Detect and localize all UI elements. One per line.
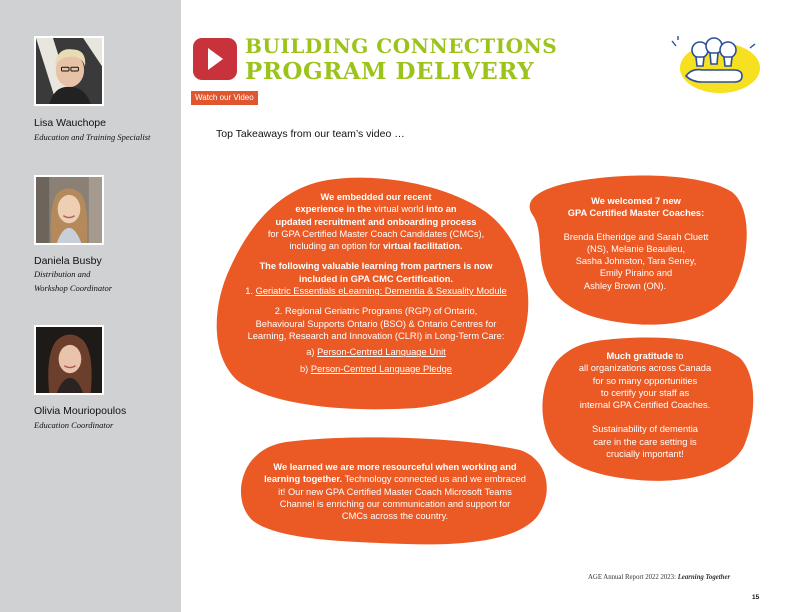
blob-main (216, 176, 536, 412)
text: care in the care setting is (593, 436, 697, 447)
text: AGE Annual Report 2022 2023: (588, 574, 678, 581)
blob-gratitude-text (542, 350, 748, 460)
staff-name: Olivia Mouriopoulos (34, 405, 127, 417)
text: Sustainability of dementia (592, 424, 698, 435)
text: for GPA Certified Master Coach Candidates (CMCs), (267, 228, 485, 239)
text: The following valuable learning from partners is now (259, 261, 493, 272)
text: Learning Together (677, 574, 731, 581)
text: included in GPA CMC Certification. (299, 273, 453, 284)
text: into an (423, 204, 457, 215)
coach-name: (NS), Melanie Beaulieu, (586, 243, 686, 254)
staff-card-olivia (34, 325, 127, 430)
page-number: 15 (752, 594, 760, 601)
text: internal GPA Certified Coaches. (579, 400, 711, 411)
text: virtual world (373, 204, 424, 215)
play-video-button[interactable] (193, 38, 237, 80)
staff-role: Distribution and (34, 269, 91, 279)
text: learning together. (264, 474, 343, 485)
text: to (673, 351, 684, 361)
text: crucially important! (606, 449, 684, 460)
coach-name: Sasha Johnston, Tara Seney, (575, 256, 697, 267)
lightbulbs-hand-icon (668, 36, 760, 94)
staff-role: Education Coordinator (34, 420, 114, 430)
staff-role: Workshop Coordinator (34, 283, 113, 293)
text: Technology connected us and we embraced (342, 474, 526, 485)
text: for so many opportunities (592, 375, 698, 386)
blob-coaches-text (538, 195, 734, 292)
text: We learned we are more resourceful when working and (273, 462, 517, 472)
text: including an option for (289, 241, 383, 252)
text: 2. Regional Geriatric Programs (RGP) of Ontario, (274, 306, 478, 317)
watch-video-link[interactable]: Watch our Video (191, 91, 258, 105)
text: b) (300, 363, 311, 374)
coach-name: Ashley Brown (ON). (583, 280, 667, 291)
staff-name: Daniela Busby (34, 255, 102, 267)
page-title-line1: BUILDING CONNECTIONS (245, 34, 558, 58)
blob-resourceful-text (236, 461, 554, 522)
blob-resourceful (236, 436, 554, 546)
staff-card-daniela (34, 175, 113, 293)
blob-main-text (216, 191, 536, 375)
dementia-module-link[interactable]: Geriatric Essentials eLearning: Dementia & Sexuality Module (255, 286, 507, 297)
staff-photo-olivia (34, 325, 104, 395)
staff-name: Lisa Wauchope (34, 117, 106, 129)
blob-coaches (524, 174, 750, 326)
text: We welcomed 7 new (591, 196, 681, 206)
staff-card-lisa (34, 36, 151, 142)
staff-photo-daniela (34, 175, 104, 245)
text: Channel is enriching our communication and support for (279, 498, 511, 509)
text: 1. (245, 286, 256, 297)
text: to certify your staff as (600, 387, 690, 398)
text: Much gratitude (606, 351, 674, 361)
intro-text: Top Takeaways from our team’s video … (216, 128, 405, 140)
text: We embedded our recent (320, 192, 432, 202)
text: CMCs across the country. (341, 511, 449, 522)
text: GPA Certified Master Coaches: (567, 208, 705, 219)
page-title-line2: PROGRAM DELIVERY (245, 58, 535, 85)
blob-gratitude (534, 334, 756, 484)
staff-photo-lisa (34, 36, 104, 106)
text: updated recruitment and onboarding process (275, 216, 477, 227)
play-icon (208, 48, 223, 70)
text: virtual facilitation. (383, 241, 463, 252)
text: experience in the (295, 204, 374, 215)
text: it! Our new GPA Certified Master Coach Microsoft Teams (278, 486, 512, 497)
language-unit-link[interactable]: Person-Centred Language Unit (317, 347, 446, 358)
text: Learning, Research and Innovation (CLRI) in Long-Term Care: (247, 330, 505, 341)
staff-role: Education and Training Specialist (34, 132, 151, 142)
text: Behavioural Supports Ontario (BSO) & Ontario Centres for (255, 318, 497, 329)
coach-name: Brenda Etheridge and Sarah Cluett (563, 231, 709, 242)
coach-name: Emily Piraino and (599, 268, 673, 279)
language-pledge-link[interactable]: Person-Centred Language Pledge (310, 363, 452, 374)
text: a) (306, 347, 318, 358)
text: all organizations across Canada (578, 363, 712, 374)
footer-report-title (588, 574, 730, 581)
